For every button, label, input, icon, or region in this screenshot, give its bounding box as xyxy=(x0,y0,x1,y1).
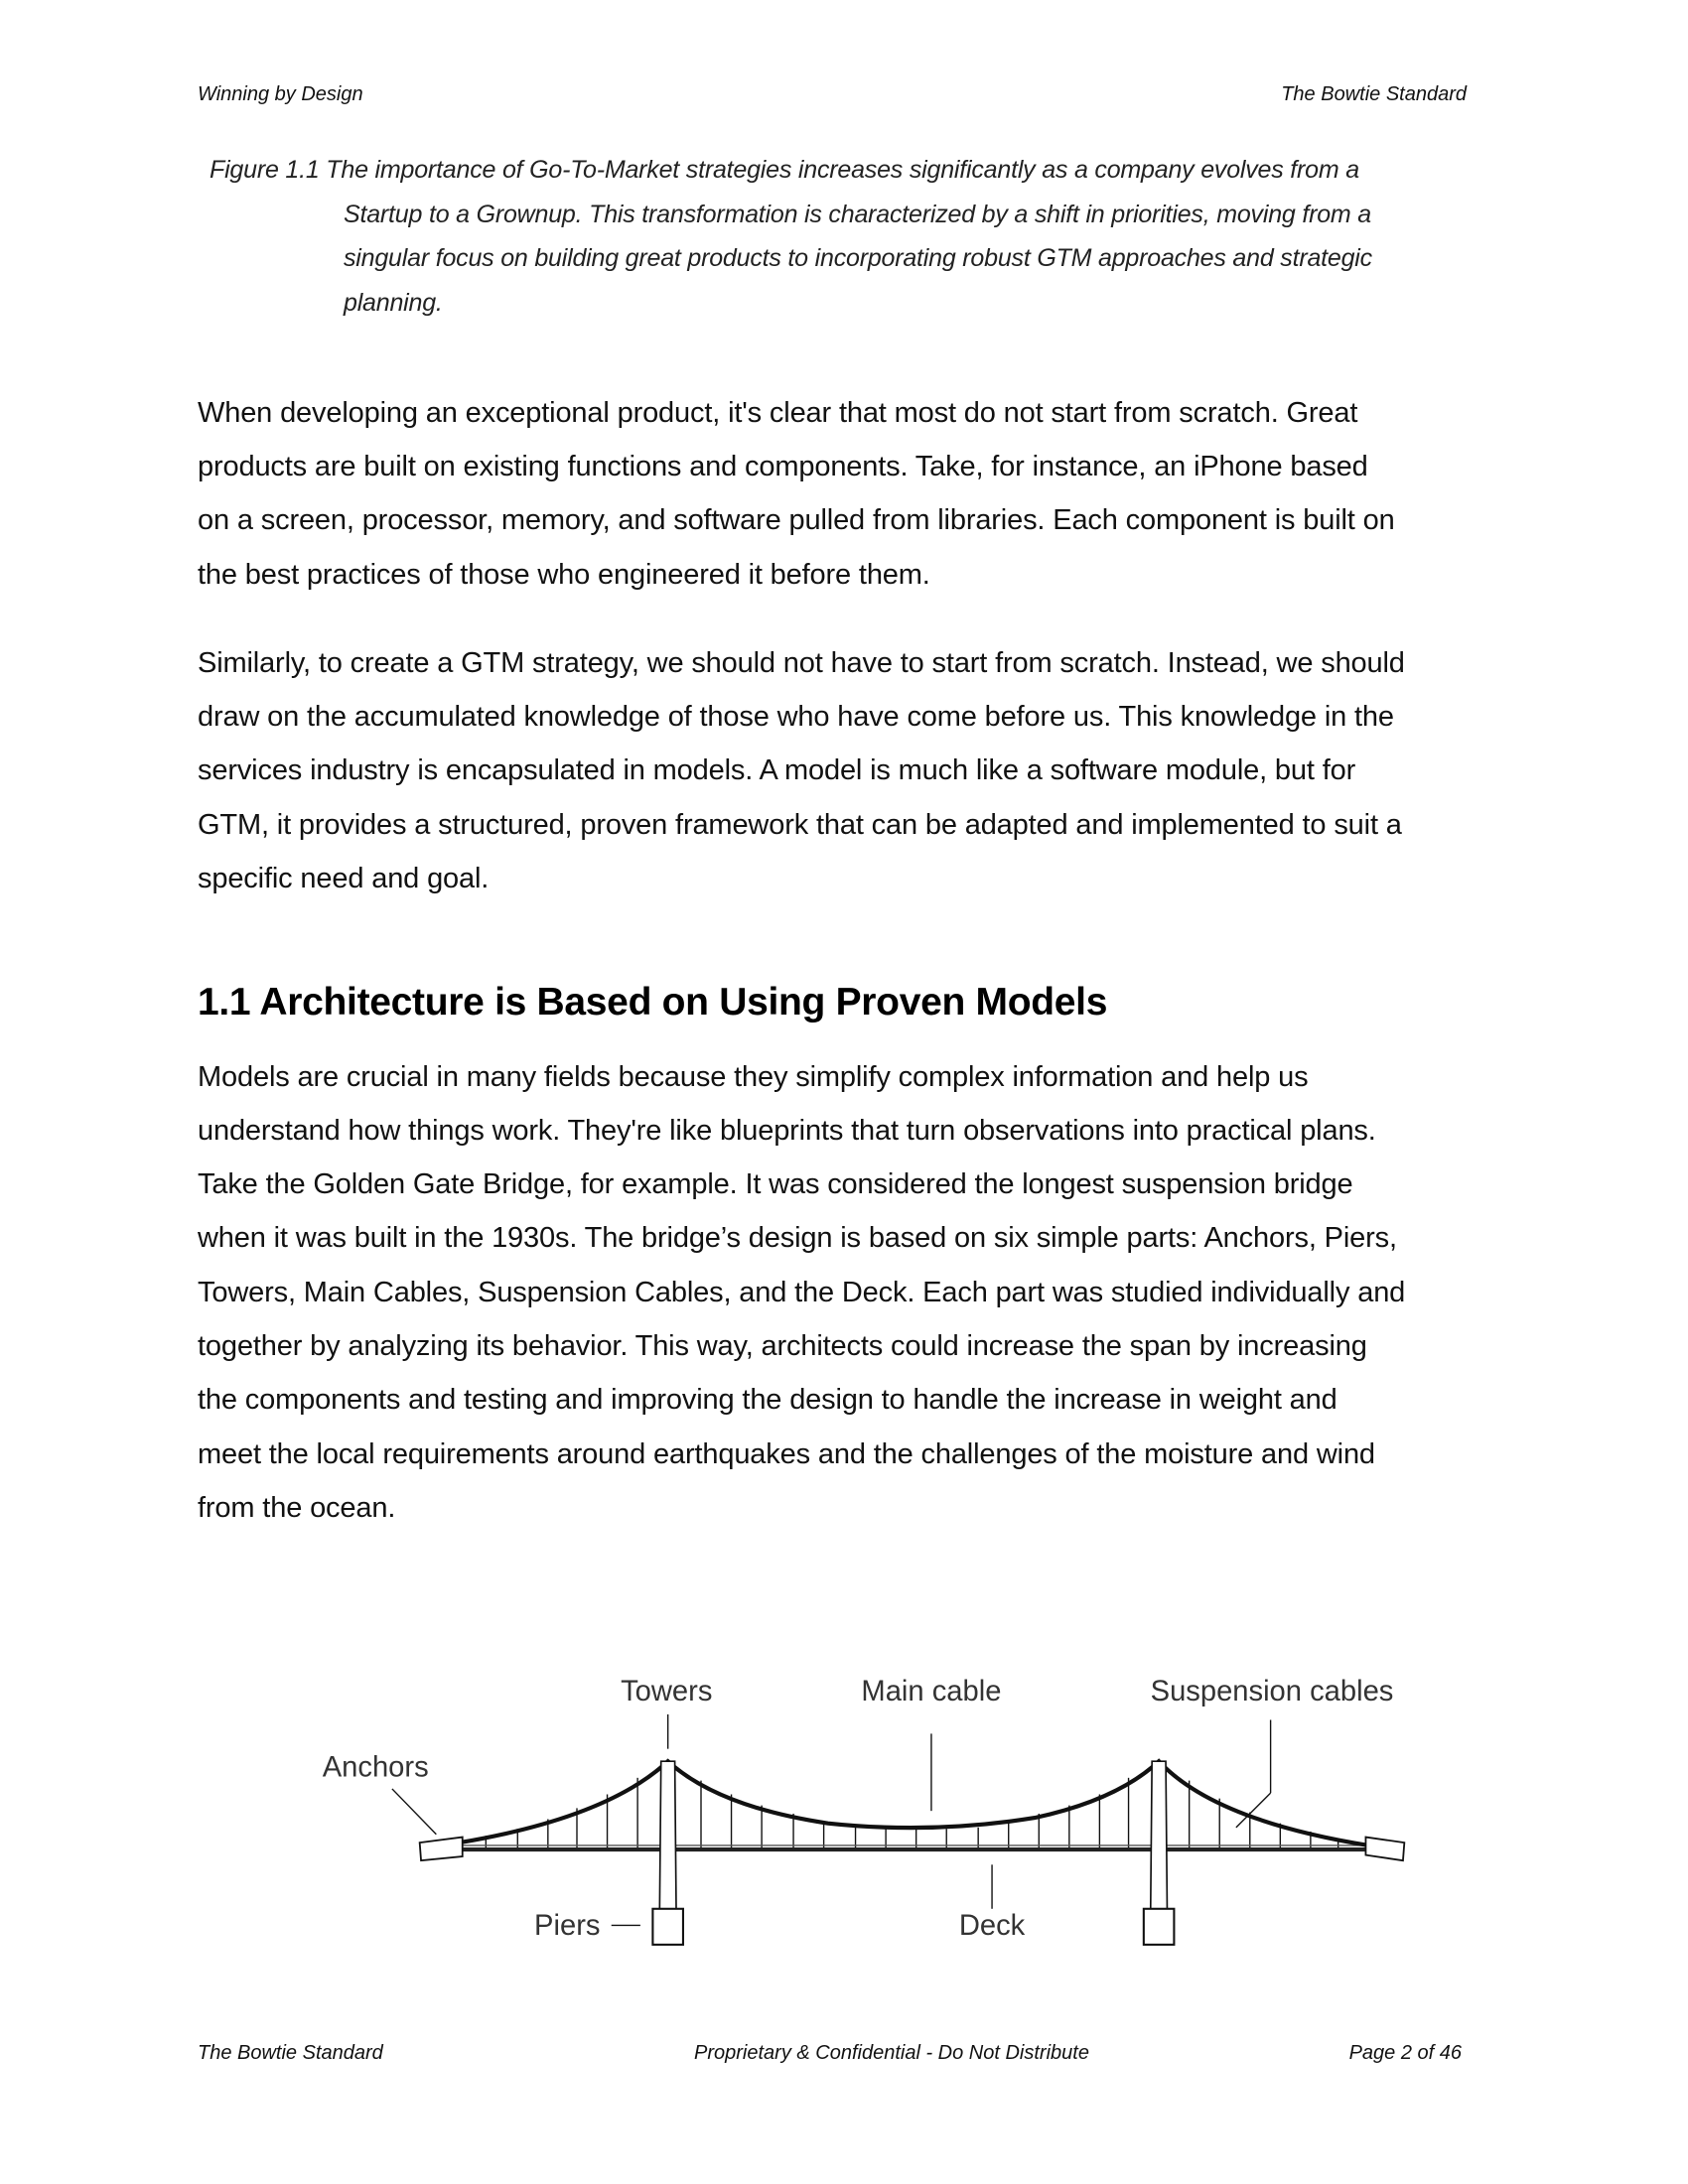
text-line: understand how things work. They're like blueprints that turn observations into practical plans. xyxy=(198,1115,1376,1147)
label-piers: Piers xyxy=(534,1910,601,1943)
section-heading: 1.1 Architecture is Based on Using Proven Models xyxy=(198,981,1108,1024)
text-line: GTM, it provides a structured, proven framework that can be adapted and implemented to suit a xyxy=(198,809,1402,841)
text-line: from the ocean. xyxy=(198,1492,396,1524)
label-deck: Deck xyxy=(958,1910,1026,1943)
label-towers: Towers xyxy=(621,1676,713,1708)
caption-line: Startup to a Grownup. This transformation is characterized by a shift in priorities, moving from a xyxy=(344,201,1372,228)
caption-line: planning. xyxy=(344,289,443,317)
footer-center: Proprietary & Confidential - Do Not Distribute xyxy=(694,2042,1089,2064)
footer-left: The Bowtie Standard xyxy=(198,2042,383,2064)
text-line: Models are crucial in many fields because they simplify complex information and help us xyxy=(198,1061,1309,1093)
caption-line: Figure 1.1 The importance of Go-To-Market strategies increases significantly as a company evolves from a xyxy=(210,156,1359,184)
text-line: when it was built in the 1930s. The bridge’s design is based on six simple parts: Anchors, Piers, xyxy=(198,1222,1397,1254)
text-line: meet the local requirements around earthquakes and the challenges of the moisture and wind xyxy=(198,1438,1375,1470)
text-line: draw on the accumulated knowledge of those who have come before us. This knowledge in the xyxy=(198,701,1394,733)
text-line: Towers, Main Cables, Suspension Cables, and the Deck. Each part was studied individually and xyxy=(198,1277,1406,1308)
text-line: the components and testing and improving the design to handle the increase in weight and xyxy=(198,1384,1337,1416)
label-main-cable: Main cable xyxy=(861,1676,1002,1708)
text-line: together by analyzing its behavior. This way, architects could increase the span by increasing xyxy=(198,1330,1367,1362)
suspension-bridge-illustration xyxy=(304,1655,1421,1959)
bridge-diagram xyxy=(304,1655,1421,1959)
label-anchors: Anchors xyxy=(322,1751,429,1784)
caption-line: singular focus on building great products to incorporating robust GTM approaches and strategic xyxy=(344,244,1372,272)
text-line: products are built on existing functions and components. Take, for instance, an iPhone based xyxy=(198,451,1368,482)
text-line: on a screen, processor, memory, and software pulled from libraries. Each component is built on xyxy=(198,504,1395,536)
header-left-title: Winning by Design xyxy=(198,83,363,105)
text-line: When developing an exceptional product, it's clear that most do not start from scratch. Great xyxy=(198,397,1358,429)
header-right-title: The Bowtie Standard xyxy=(1281,83,1467,105)
footer-page-number: Page 2 of 46 xyxy=(1348,2042,1462,2064)
text-line: Similarly, to create a GTM strategy, we should not have to start from scratch. Instead, we should xyxy=(198,647,1405,679)
text-line: Take the Golden Gate Bridge, for example. It was considered the longest suspension bridge xyxy=(198,1168,1353,1200)
text-line: services industry is encapsulated in models. A model is much like a software module, but for xyxy=(198,754,1356,786)
main-cable-path xyxy=(460,1761,1368,1845)
text-line: the best practices of those who engineered it before them. xyxy=(198,559,930,591)
label-suspension-cables: Suspension cables xyxy=(1150,1676,1394,1708)
text-line: specific need and goal. xyxy=(198,863,490,894)
